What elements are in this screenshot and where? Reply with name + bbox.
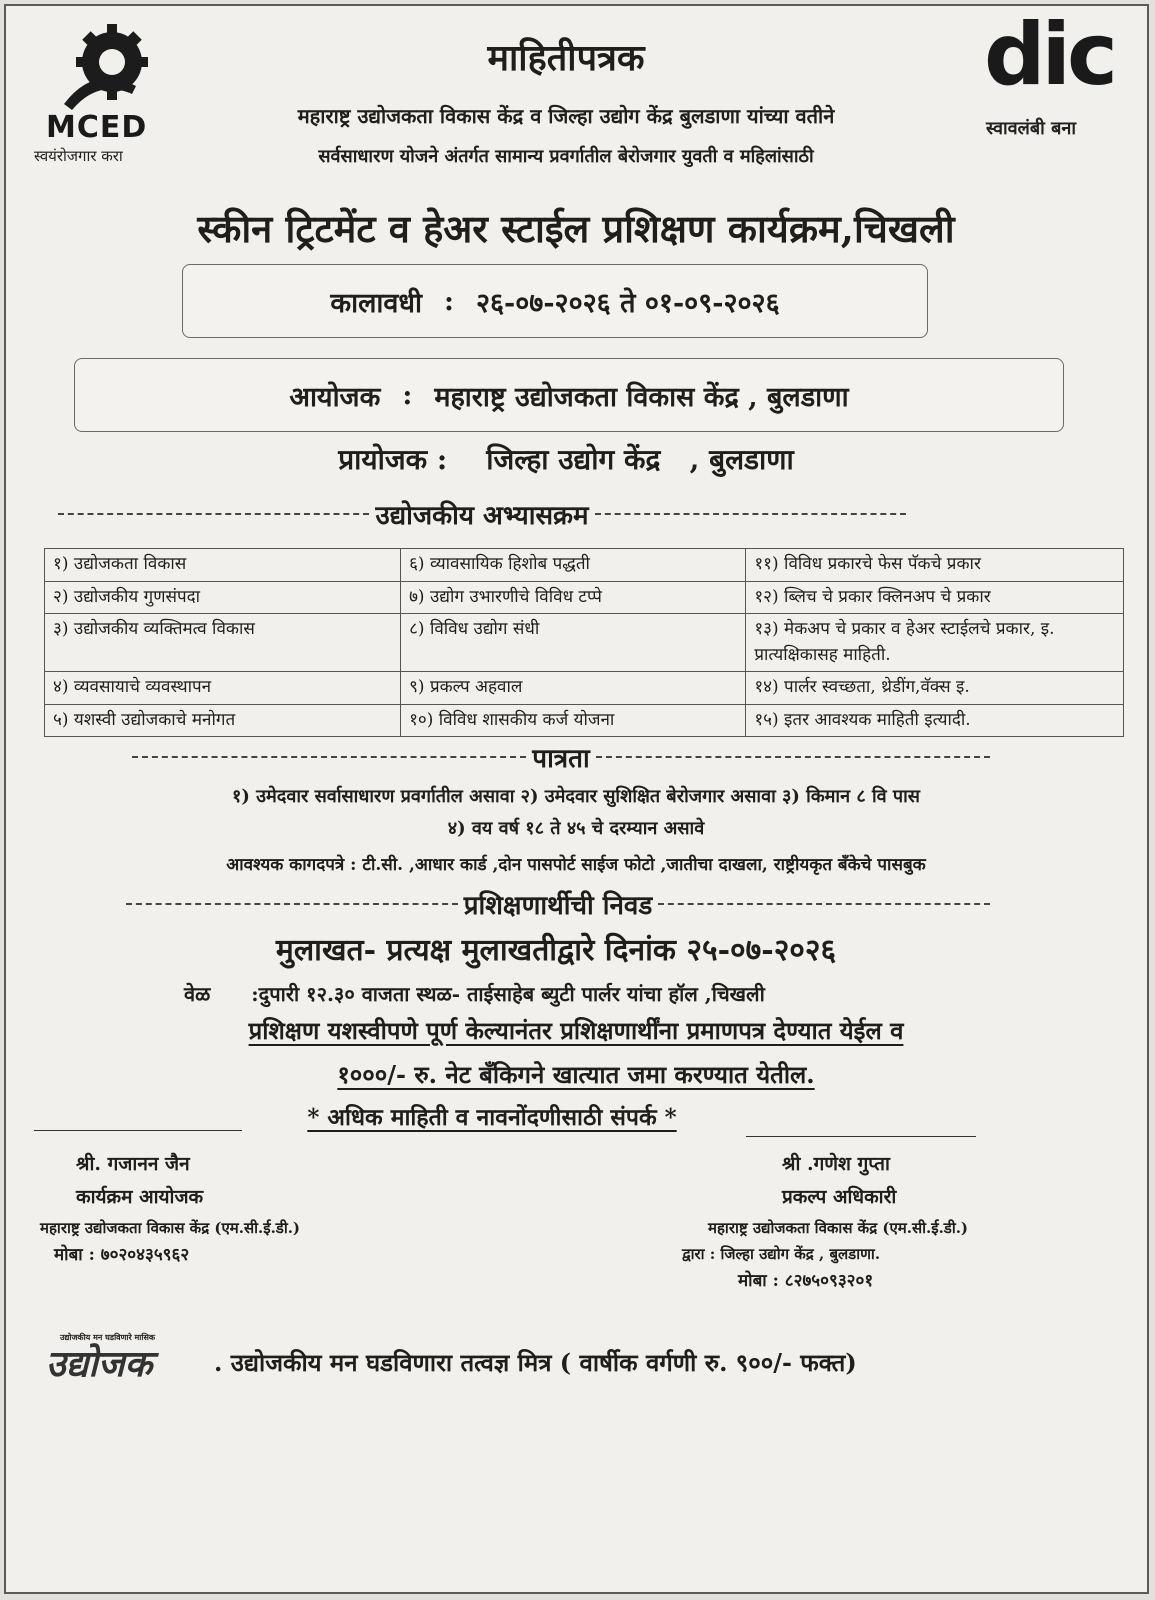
contact-right-mobile: मोबा : ८२७५०९३२०१ xyxy=(738,1271,874,1291)
document-title: माहितीपत्रक xyxy=(487,37,645,79)
required-documents: आवश्यक कागदपत्रे : टी.सी. ,आधार कार्ड ,दोन पासपोर्ट साईज फोटो ,जातीचा दाखला, राष्ट्रीयकृत बँकेचे पासबुक xyxy=(226,855,926,875)
selection-heading-row xyxy=(120,886,996,922)
course-cell: ५) यशस्वी उद्योजकाचे मनोगत xyxy=(45,704,401,737)
contact-right xyxy=(682,1148,1102,1297)
dic-wordmark: dic xyxy=(984,5,1115,105)
contact-left xyxy=(40,1148,460,1271)
footer-brand-small: उद्योजकीय मन घडविणारे मासिक xyxy=(60,1332,156,1342)
course-cell: १) उद्योजकता विकास xyxy=(45,549,401,582)
course-cell: १०) विविध शासकीय कर्ज योजना xyxy=(401,704,746,737)
contact-left-role: कार्यक्रम आयोजक xyxy=(76,1186,204,1209)
sponsor-label: प्रायोजक : xyxy=(338,443,448,476)
course-table xyxy=(44,548,1124,737)
sponsor-line xyxy=(156,440,976,478)
interview-line: मुलाखत- प्रत्यक्ष मुलाखतीद्वारे दिनांक २५-०७-२०२६ xyxy=(275,933,837,968)
course-cell: ६) व्यावसायिक हिशोब पद्धती xyxy=(401,549,746,582)
eligibility-heading: पात्रता xyxy=(532,744,590,774)
time-place: :दुपारी १२.३० वाजता स्थळ- ताईसाहेब ब्युटी पार्लर यांचा हॉल ,चिखली xyxy=(251,982,765,1006)
course-cell: १४) पार्लर स्वच्छता, थ्रेडींग,वॅक्स इ. xyxy=(746,672,1124,705)
contact-rule-right xyxy=(746,1136,976,1137)
contact-right-name: श्री .गणेश गुप्ता xyxy=(782,1153,890,1175)
program-title: स्कीन ट्रिटमेंट व हेअर स्टाईल प्रशिक्षण कार्यक्रम,चिखली xyxy=(197,206,955,251)
sponsor-value: जिल्हा उद्योग केंद्र , बुलडाणा xyxy=(486,443,794,476)
contact-left-name: श्री. गजानन जैन xyxy=(76,1153,190,1175)
certificate-line: प्रशिक्षण यशस्वीपणे पूर्ण केल्यानंतर प्रशिक्षणार्थींना प्रमाणपत्र देण्यात येईल व xyxy=(248,1016,904,1045)
time-label: वेळ xyxy=(184,982,211,1006)
organizer-box: आयोजक : महाराष्ट्र उद्योजकता विकास केंद्र , बुलडाणा xyxy=(74,358,1064,432)
stipend-line: १०००/- रु. नेट बँकिगने खात्यात जमा करण्यात येतील. xyxy=(337,1060,815,1089)
mced-tagline: स्वयंरोजगार करा xyxy=(34,147,123,165)
course-row xyxy=(45,704,1124,737)
eligibility-line-1: १) उमेदवार सर्वासाधारण प्रवर्गातील असावा २) उमेदवार सुशिक्षित बेरोजगार असावा ३) किमान ८ वि पास xyxy=(232,786,920,807)
header-line-2: सर्वसाधारण योजने अंतर्गत सामान्य प्रवर्गातील बेरोजगार युवती व महिलांसाठी xyxy=(318,146,814,167)
contact-right-via: द्वारा : जिल्हा उद्योग केंद्र , बुलडाणा. xyxy=(682,1244,881,1263)
course-cell: १३) मेकअप चे प्रकार व हेअर स्टाईलचे प्रकार, इ. प्रात्यक्षिकासह माहिती. xyxy=(746,614,1124,672)
gear-icon xyxy=(54,24,164,114)
mced-logo xyxy=(36,24,176,174)
footer xyxy=(46,1332,1126,1392)
course-cell: ९) प्रकल्प अहवाल xyxy=(401,672,746,705)
course-heading-row xyxy=(52,496,912,532)
selection-heading: प्रशिक्षणार्थीची निवड xyxy=(463,891,653,921)
header-line-1: महाराष्ट्र उद्योजकता विकास केंद्र व जिल्हा उद्योग केंद्र बुलडाणा यांच्या वतीने xyxy=(297,104,835,128)
course-heading: उद्योजकीय अभ्यासक्रम xyxy=(375,501,589,531)
contact-heading: * अधिक माहिती व नावनोंदणीसाठी संपर्क * xyxy=(307,1104,677,1131)
contact-right-org: महाराष्ट्र उद्योजकता विकास केंद्र (एम.सी.ई.डी.) xyxy=(708,1218,969,1237)
eligibility-line-2: ४) वय वर्ष १८ ते ४५ चे दरम्यान असावे xyxy=(447,818,705,839)
organizer-value: महाराष्ट्र उद्योजकता विकास केंद्र , बुलडाणा xyxy=(434,381,849,413)
dic-tagline: स्वावलंबी बना xyxy=(986,118,1077,139)
course-cell: ४) व्यवसायाचे व्यवस्थापन xyxy=(45,672,401,705)
mced-wordmark: MCED xyxy=(46,110,148,145)
course-row xyxy=(45,581,1124,614)
course-row xyxy=(45,614,1124,672)
course-cell: ३) उद्योजकीय व्यक्तिमत्व विकास xyxy=(45,614,401,672)
interview-time-place-row xyxy=(184,980,984,1007)
course-cell: २) उद्योजकीय गुणसंपदा xyxy=(45,581,401,614)
pamphlet-sheet xyxy=(4,4,1149,1594)
course-cell: ८) विविध उद्योग संधी xyxy=(401,614,746,672)
course-table-body xyxy=(45,549,1124,737)
duration-value: २६-०७-२०२६ ते ०१-०९-२०२६ xyxy=(475,287,780,319)
dic-logo xyxy=(976,5,1136,148)
contact-left-org: महाराष्ट्र उद्योजकता विकास केंद्र (एम.सी.ई.डी.) xyxy=(40,1218,301,1237)
duration-box: कालावधी : २६-०७-२०२६ ते ०१-०९-२०२६ xyxy=(182,264,928,338)
course-cell: ११) विविध प्रकारचे फेस पॅकचे प्रकार xyxy=(746,549,1124,582)
course-cell: ७) उद्योग उभारणीचे विविध टप्पे xyxy=(401,581,746,614)
course-cell: १२) ब्लिच चे प्रकार क्लिनअप चे प्रकार xyxy=(746,581,1124,614)
contact-rule-left xyxy=(34,1130,242,1131)
contact-right-role: प्रकल्प अधिकारी xyxy=(782,1186,897,1209)
organizer-label: आयोजक xyxy=(289,381,381,413)
footer-text: . उद्योजकीय मन घडविणारा तत्वज्ञ मित्र ( वार्षीक वर्गणी रु. ९००/- फक्त) xyxy=(214,1348,857,1377)
course-row xyxy=(45,672,1124,705)
contact-left-mobile: मोबा : ७०२०४३५९६२ xyxy=(54,1244,190,1265)
course-cell: १५) इतर आवश्यक माहिती इत्यादी. xyxy=(746,704,1124,737)
duration-label: कालावधी xyxy=(330,287,422,319)
footer-brand-logo: उद्योजक xyxy=(46,1344,153,1385)
eligibility-heading-row xyxy=(126,740,996,774)
course-row xyxy=(45,549,1124,582)
